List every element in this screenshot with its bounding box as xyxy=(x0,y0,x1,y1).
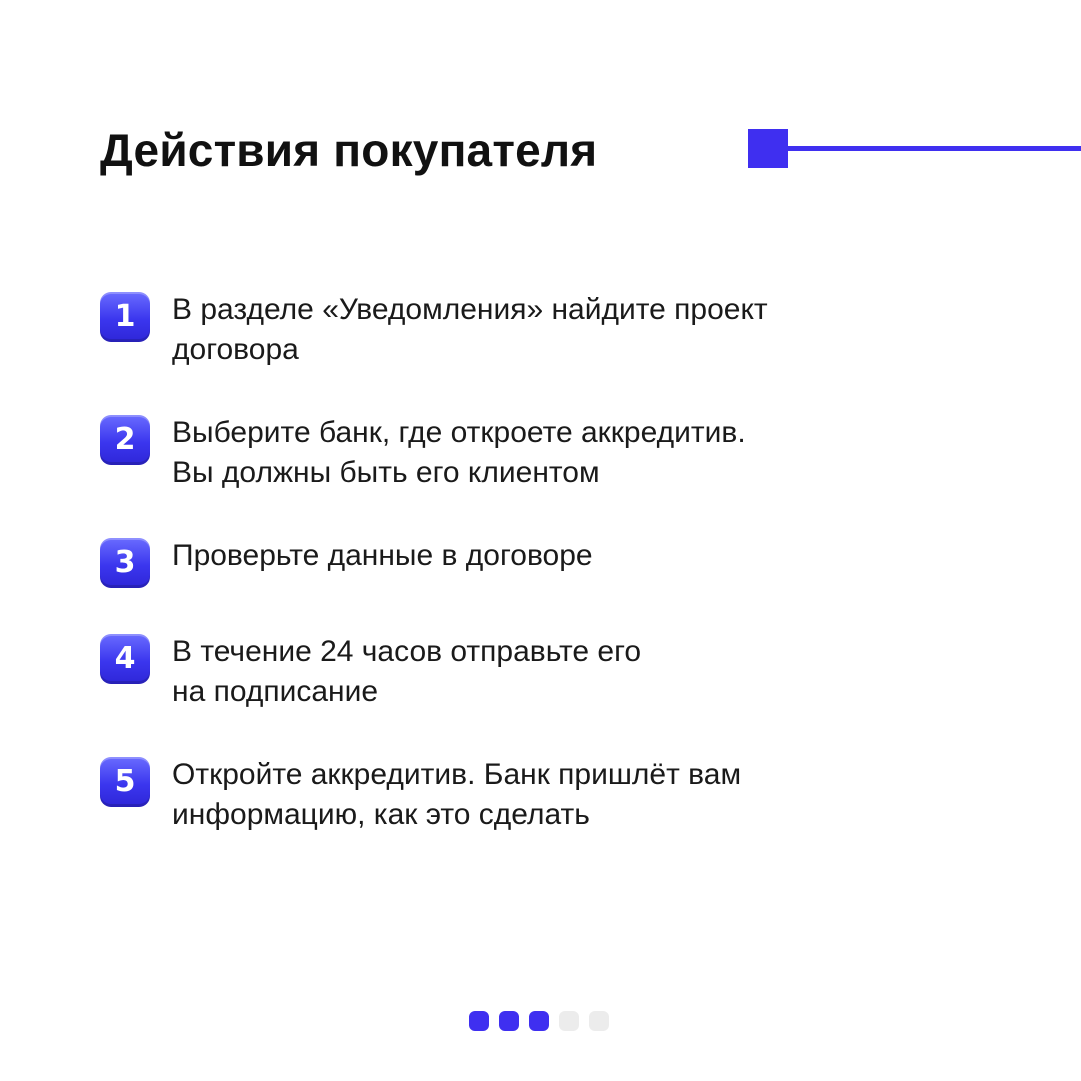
number-1-icon: 1 xyxy=(100,292,150,342)
accent-square xyxy=(748,129,788,168)
page-title: Действия покупателя xyxy=(100,124,598,176)
step-text-3: Проверьте данные в договоре xyxy=(172,539,593,572)
pagination-dot-1[interactable] xyxy=(469,1011,489,1031)
number-2-icon: 2 xyxy=(100,415,150,465)
pagination-dot-5[interactable] xyxy=(589,1011,609,1031)
step-text-5: Откройте аккредитив. Банк пришлёт вам информацию, как это сделать xyxy=(172,758,742,831)
pagination-dots xyxy=(469,1011,619,1031)
accent-line xyxy=(788,146,1081,151)
number-5-icon: 5 xyxy=(100,757,150,807)
step-item-4 xyxy=(100,632,1000,712)
step-text-1: В разделе «Уведомления» найдите проект договора xyxy=(172,293,768,366)
step-item-3 xyxy=(100,536,1000,588)
pagination-dot-4[interactable] xyxy=(559,1011,579,1031)
step-text-2: Выберите банк, где откроете аккредитив. Вы должны быть его клиентом xyxy=(172,416,746,489)
number-4-icon: 4 xyxy=(100,634,150,684)
pagination-dot-3[interactable] xyxy=(529,1011,549,1031)
number-3-icon: 3 xyxy=(100,538,150,588)
step-item-5 xyxy=(100,755,1000,835)
pagination-dot-2[interactable] xyxy=(499,1011,519,1031)
step-item-1 xyxy=(100,290,1000,370)
step-text-4: В течение 24 часов отправьте его на подписание xyxy=(172,635,642,708)
step-item-2 xyxy=(100,413,1000,493)
steps-list xyxy=(100,290,1000,878)
